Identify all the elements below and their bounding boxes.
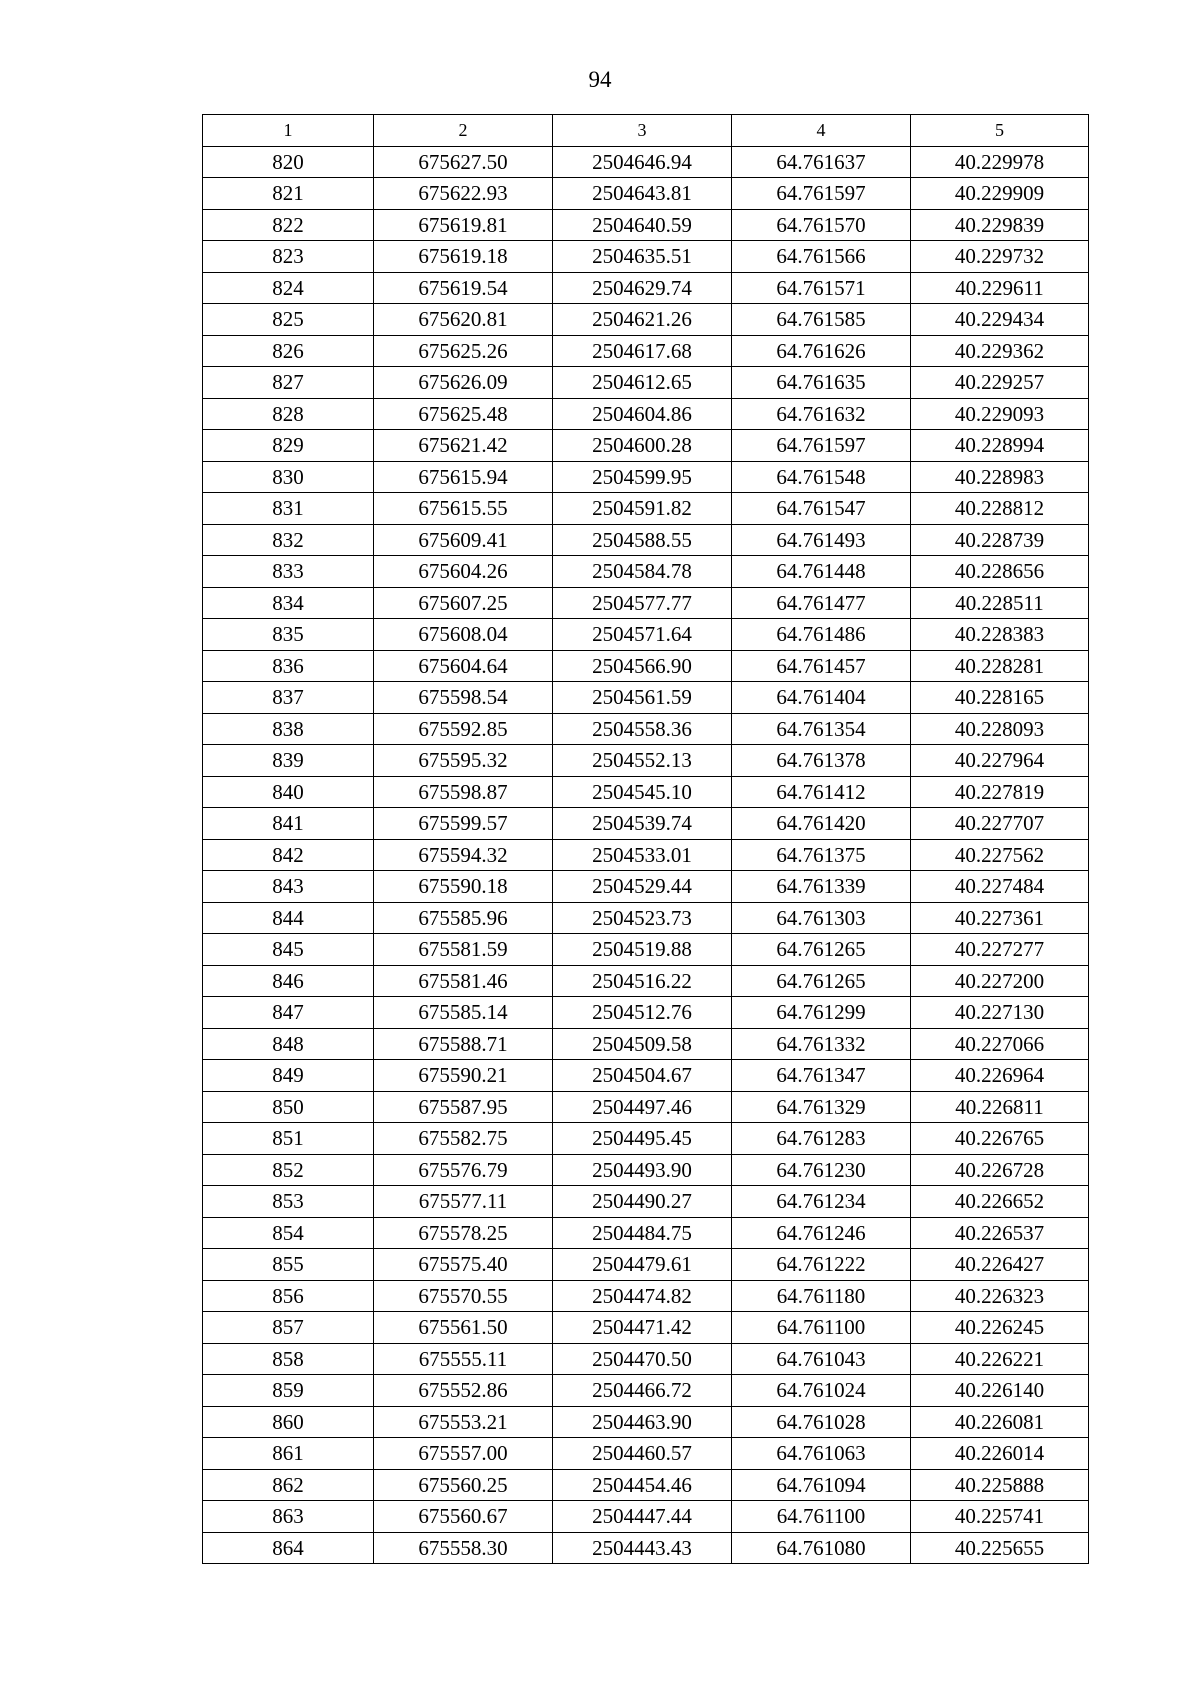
- table-cell-col-4: 64.761378: [732, 745, 911, 777]
- table-cell-col-2: 675599.57: [374, 808, 553, 840]
- table-cell-col-3: 2504646.94: [553, 146, 732, 178]
- table-cell-col-2: 675577.11: [374, 1186, 553, 1218]
- table-cell-col-4: 64.761570: [732, 209, 911, 241]
- table-cell-col-1: 857: [203, 1312, 374, 1344]
- table-cell-col-5: 40.225888: [911, 1469, 1089, 1501]
- table-cell-col-3: 2504466.72: [553, 1375, 732, 1407]
- table-cell-col-4: 64.761094: [732, 1469, 911, 1501]
- table-cell-col-1: 864: [203, 1532, 374, 1564]
- table-cell-col-1: 828: [203, 398, 374, 430]
- table-cell-col-3: 2504504.67: [553, 1060, 732, 1092]
- table-cell-col-4: 64.761299: [732, 997, 911, 1029]
- table-cell-col-5: 40.227066: [911, 1028, 1089, 1060]
- table-row: [203, 1280, 1089, 1312]
- table-cell-col-4: 64.761597: [732, 178, 911, 210]
- table-cell-col-5: 40.229732: [911, 241, 1089, 273]
- table-cell-col-1: 845: [203, 934, 374, 966]
- table-cell-col-5: 40.228281: [911, 650, 1089, 682]
- table-body: [203, 146, 1089, 1564]
- table-cell-col-2: 675595.32: [374, 745, 553, 777]
- table-row: [203, 304, 1089, 336]
- table-cell-col-5: 40.229093: [911, 398, 1089, 430]
- table-cell-col-3: 2504454.46: [553, 1469, 732, 1501]
- table-cell-col-5: 40.227361: [911, 902, 1089, 934]
- table-cell-col-3: 2504612.65: [553, 367, 732, 399]
- table-cell-col-2: 675561.50: [374, 1312, 553, 1344]
- table-cell-col-3: 2504621.26: [553, 304, 732, 336]
- table-cell-col-1: 850: [203, 1091, 374, 1123]
- table-cell-col-4: 64.761265: [732, 965, 911, 997]
- table-cell-col-4: 64.761222: [732, 1249, 911, 1281]
- table-cell-col-1: 849: [203, 1060, 374, 1092]
- table-cell-col-1: 824: [203, 272, 374, 304]
- table-cell-col-2: 675576.79: [374, 1154, 553, 1186]
- table-row: [203, 619, 1089, 651]
- table-cell-col-1: 841: [203, 808, 374, 840]
- table-cell-col-3: 2504447.44: [553, 1501, 732, 1533]
- table-cell-col-4: 64.761597: [732, 430, 911, 462]
- table-cell-col-1: 851: [203, 1123, 374, 1155]
- table-cell-col-4: 64.761635: [732, 367, 911, 399]
- table-cell-col-1: 853: [203, 1186, 374, 1218]
- table-cell-col-2: 675581.59: [374, 934, 553, 966]
- table-cell-col-3: 2504617.68: [553, 335, 732, 367]
- table-cell-col-3: 2504604.86: [553, 398, 732, 430]
- table-cell-col-2: 675619.18: [374, 241, 553, 273]
- table-cell-col-3: 2504539.74: [553, 808, 732, 840]
- table-cell-col-3: 2504566.90: [553, 650, 732, 682]
- table-cell-col-2: 675558.30: [374, 1532, 553, 1564]
- table-row: [203, 556, 1089, 588]
- table-cell-col-5: 40.228383: [911, 619, 1089, 651]
- table-cell-col-3: 2504529.44: [553, 871, 732, 903]
- table-cell-col-4: 64.761477: [732, 587, 911, 619]
- table-cell-col-4: 64.761493: [732, 524, 911, 556]
- table-cell-col-5: 40.228165: [911, 682, 1089, 714]
- table-cell-col-4: 64.761566: [732, 241, 911, 273]
- table-row: [203, 1249, 1089, 1281]
- table-cell-col-1: 822: [203, 209, 374, 241]
- table-row: [203, 178, 1089, 210]
- table-row: [203, 1091, 1089, 1123]
- table-cell-col-3: 2504470.50: [553, 1343, 732, 1375]
- table-row: [203, 713, 1089, 745]
- table-cell-col-4: 64.761043: [732, 1343, 911, 1375]
- table-cell-col-3: 2504545.10: [553, 776, 732, 808]
- table-cell-col-1: 827: [203, 367, 374, 399]
- table-cell-col-4: 64.761448: [732, 556, 911, 588]
- table-cell-col-1: 863: [203, 1501, 374, 1533]
- table-row: [203, 461, 1089, 493]
- table-cell-col-2: 675557.00: [374, 1438, 553, 1470]
- table-row: [203, 1186, 1089, 1218]
- table-cell-col-2: 675587.95: [374, 1091, 553, 1123]
- table-cell-col-2: 675578.25: [374, 1217, 553, 1249]
- table-cell-col-4: 64.761354: [732, 713, 911, 745]
- table-cell-col-5: 40.229611: [911, 272, 1089, 304]
- table-cell-col-1: 823: [203, 241, 374, 273]
- table-cell-col-2: 675552.86: [374, 1375, 553, 1407]
- table-row: [203, 367, 1089, 399]
- table-row: [203, 1312, 1089, 1344]
- table-cell-col-5: 40.226811: [911, 1091, 1089, 1123]
- table-cell-col-3: 2504490.27: [553, 1186, 732, 1218]
- column-header-2: 2: [374, 115, 553, 147]
- table-cell-col-3: 2504463.90: [553, 1406, 732, 1438]
- table-cell-col-3: 2504484.75: [553, 1217, 732, 1249]
- table-cell-col-1: 840: [203, 776, 374, 808]
- table-cell-col-5: 40.229434: [911, 304, 1089, 336]
- table-row: [203, 1154, 1089, 1186]
- table-cell-col-4: 64.761486: [732, 619, 911, 651]
- table-row: [203, 493, 1089, 525]
- table-cell-col-2: 675615.55: [374, 493, 553, 525]
- table-cell-col-1: 835: [203, 619, 374, 651]
- table-cell-col-3: 2504512.76: [553, 997, 732, 1029]
- table-cell-col-4: 64.761246: [732, 1217, 911, 1249]
- table-cell-col-5: 40.227707: [911, 808, 1089, 840]
- header-row: [203, 115, 1089, 147]
- table-cell-col-1: 846: [203, 965, 374, 997]
- table-row: [203, 1217, 1089, 1249]
- table-row: [203, 1532, 1089, 1564]
- table-cell-col-3: 2504493.90: [553, 1154, 732, 1186]
- table-cell-col-2: 675609.41: [374, 524, 553, 556]
- table-cell-col-3: 2504600.28: [553, 430, 732, 462]
- table-cell-col-1: 861: [203, 1438, 374, 1470]
- table-row: [203, 650, 1089, 682]
- table-cell-col-1: 838: [203, 713, 374, 745]
- table-cell-col-3: 2504599.95: [553, 461, 732, 493]
- table-cell-col-2: 675615.94: [374, 461, 553, 493]
- table-row: [203, 682, 1089, 714]
- table-cell-col-4: 64.761234: [732, 1186, 911, 1218]
- page-number: 94: [588, 67, 612, 92]
- table-cell-col-4: 64.761100: [732, 1501, 911, 1533]
- table-cell-col-3: 2504558.36: [553, 713, 732, 745]
- table-row: [203, 871, 1089, 903]
- table-cell-col-2: 675581.46: [374, 965, 553, 997]
- table-cell-col-5: 40.227130: [911, 997, 1089, 1029]
- table-cell-col-3: 2504640.59: [553, 209, 732, 241]
- table-cell-col-5: 40.226140: [911, 1375, 1089, 1407]
- table-cell-col-1: 847: [203, 997, 374, 1029]
- table-cell-col-5: 40.225741: [911, 1501, 1089, 1533]
- table-row: [203, 1406, 1089, 1438]
- table-cell-col-2: 675598.87: [374, 776, 553, 808]
- table-cell-col-2: 675588.71: [374, 1028, 553, 1060]
- table-cell-col-2: 675620.81: [374, 304, 553, 336]
- table-cell-col-3: 2504643.81: [553, 178, 732, 210]
- table-cell-col-5: 40.226323: [911, 1280, 1089, 1312]
- table-cell-col-2: 675590.18: [374, 871, 553, 903]
- table-cell-col-4: 64.761547: [732, 493, 911, 525]
- table-cell-col-5: 40.228656: [911, 556, 1089, 588]
- table-cell-col-3: 2504523.73: [553, 902, 732, 934]
- column-header-4: 4: [732, 115, 911, 147]
- table-cell-col-2: 675598.54: [374, 682, 553, 714]
- table-cell-col-4: 64.761028: [732, 1406, 911, 1438]
- table-row: [203, 146, 1089, 178]
- table-cell-col-3: 2504479.61: [553, 1249, 732, 1281]
- table-cell-col-4: 64.761100: [732, 1312, 911, 1344]
- table-cell-col-4: 64.761347: [732, 1060, 911, 1092]
- table-cell-col-2: 675575.40: [374, 1249, 553, 1281]
- table-row: [203, 241, 1089, 273]
- table-cell-col-1: 836: [203, 650, 374, 682]
- table-cell-col-3: 2504509.58: [553, 1028, 732, 1060]
- table-row: [203, 587, 1089, 619]
- table-cell-col-1: 826: [203, 335, 374, 367]
- table-cell-col-5: 40.226221: [911, 1343, 1089, 1375]
- table-cell-col-5: 40.227277: [911, 934, 1089, 966]
- table-cell-col-5: 40.227562: [911, 839, 1089, 871]
- table-cell-col-5: 40.229978: [911, 146, 1089, 178]
- table-cell-col-2: 675582.75: [374, 1123, 553, 1155]
- table-row: [203, 1501, 1089, 1533]
- table-cell-col-4: 64.761404: [732, 682, 911, 714]
- table-cell-col-3: 2504588.55: [553, 524, 732, 556]
- table-cell-col-2: 675553.21: [374, 1406, 553, 1438]
- table-cell-col-2: 675607.25: [374, 587, 553, 619]
- table-row: [203, 209, 1089, 241]
- table-cell-col-3: 2504629.74: [553, 272, 732, 304]
- table-cell-col-5: 40.228994: [911, 430, 1089, 462]
- table-cell-col-5: 40.229839: [911, 209, 1089, 241]
- table-cell-col-1: 839: [203, 745, 374, 777]
- table-cell-col-4: 64.761626: [732, 335, 911, 367]
- table-cell-col-5: 40.225655: [911, 1532, 1089, 1564]
- table-cell-col-1: 831: [203, 493, 374, 525]
- coordinates-table: [202, 114, 1089, 1564]
- table-cell-col-3: 2504591.82: [553, 493, 732, 525]
- table-cell-col-1: 834: [203, 587, 374, 619]
- table-cell-col-3: 2504635.51: [553, 241, 732, 273]
- table-cell-col-4: 64.761265: [732, 934, 911, 966]
- table-row: [203, 776, 1089, 808]
- table-cell-col-5: 40.226081: [911, 1406, 1089, 1438]
- table-cell-col-5: 40.226964: [911, 1060, 1089, 1092]
- table-cell-col-3: 2504516.22: [553, 965, 732, 997]
- table-row: [203, 1028, 1089, 1060]
- table-cell-col-2: 675590.21: [374, 1060, 553, 1092]
- table-cell-col-5: 40.229257: [911, 367, 1089, 399]
- table-cell-col-3: 2504460.57: [553, 1438, 732, 1470]
- table-cell-col-1: 862: [203, 1469, 374, 1501]
- table-cell-col-2: 675585.96: [374, 902, 553, 934]
- table-cell-col-5: 40.228739: [911, 524, 1089, 556]
- table-cell-col-4: 64.761420: [732, 808, 911, 840]
- table-cell-col-5: 40.226728: [911, 1154, 1089, 1186]
- table-row: [203, 1375, 1089, 1407]
- table-cell-col-2: 675627.50: [374, 146, 553, 178]
- table-cell-col-4: 64.761339: [732, 871, 911, 903]
- table-cell-col-2: 675625.26: [374, 335, 553, 367]
- table-cell-col-5: 40.227819: [911, 776, 1089, 808]
- column-header-3: 3: [553, 115, 732, 147]
- table-cell-col-1: 837: [203, 682, 374, 714]
- table-cell-col-2: 675625.48: [374, 398, 553, 430]
- table-cell-col-3: 2504471.42: [553, 1312, 732, 1344]
- table-cell-col-1: 859: [203, 1375, 374, 1407]
- table-cell-col-5: 40.226427: [911, 1249, 1089, 1281]
- table-cell-col-1: 820: [203, 146, 374, 178]
- table-row: [203, 997, 1089, 1029]
- table-cell-col-2: 675592.85: [374, 713, 553, 745]
- table-cell-col-2: 675594.32: [374, 839, 553, 871]
- table-cell-col-3: 2504519.88: [553, 934, 732, 966]
- table-row: [203, 1343, 1089, 1375]
- table-cell-col-3: 2504474.82: [553, 1280, 732, 1312]
- table-cell-col-2: 675555.11: [374, 1343, 553, 1375]
- table-row: [203, 902, 1089, 934]
- table-cell-col-1: 852: [203, 1154, 374, 1186]
- table-cell-col-5: 40.228812: [911, 493, 1089, 525]
- table-cell-col-5: 40.228093: [911, 713, 1089, 745]
- table-cell-col-2: 675626.09: [374, 367, 553, 399]
- table-cell-col-2: 675619.81: [374, 209, 553, 241]
- table-cell-col-4: 64.761548: [732, 461, 911, 493]
- table-cell-col-5: 40.227484: [911, 871, 1089, 903]
- table-cell-col-4: 64.761230: [732, 1154, 911, 1186]
- table-cell-col-1: 825: [203, 304, 374, 336]
- table-cell-col-4: 64.761375: [732, 839, 911, 871]
- table-cell-col-2: 675621.42: [374, 430, 553, 462]
- table-cell-col-5: 40.226014: [911, 1438, 1089, 1470]
- table-cell-col-1: 830: [203, 461, 374, 493]
- table-cell-col-2: 675560.67: [374, 1501, 553, 1533]
- table-cell-col-4: 64.761303: [732, 902, 911, 934]
- table-cell-col-5: 40.226765: [911, 1123, 1089, 1155]
- table-cell-col-3: 2504443.43: [553, 1532, 732, 1564]
- table-cell-col-1: 844: [203, 902, 374, 934]
- table-cell-col-5: 40.226245: [911, 1312, 1089, 1344]
- table-cell-col-2: 675585.14: [374, 997, 553, 1029]
- table-cell-col-5: 40.227200: [911, 965, 1089, 997]
- table-cell-col-5: 40.228983: [911, 461, 1089, 493]
- table-cell-col-4: 64.761024: [732, 1375, 911, 1407]
- table-cell-col-2: 675604.26: [374, 556, 553, 588]
- table-cell-col-3: 2504571.64: [553, 619, 732, 651]
- table-cell-col-4: 64.761585: [732, 304, 911, 336]
- table-row: [203, 524, 1089, 556]
- table-cell-col-1: 832: [203, 524, 374, 556]
- column-header-1: 1: [203, 115, 374, 147]
- table-cell-col-5: 40.229909: [911, 178, 1089, 210]
- table-cell-col-4: 64.761571: [732, 272, 911, 304]
- table-cell-col-3: 2504577.77: [553, 587, 732, 619]
- table-cell-col-1: 848: [203, 1028, 374, 1060]
- table-cell-col-5: 40.226537: [911, 1217, 1089, 1249]
- table-row: [203, 1438, 1089, 1470]
- table-cell-col-3: 2504497.46: [553, 1091, 732, 1123]
- table-cell-col-4: 64.761457: [732, 650, 911, 682]
- table-cell-col-5: 40.229362: [911, 335, 1089, 367]
- table-cell-col-3: 2504552.13: [553, 745, 732, 777]
- table-row: [203, 808, 1089, 840]
- table-cell-col-1: 855: [203, 1249, 374, 1281]
- table-cell-col-1: 842: [203, 839, 374, 871]
- table-row: [203, 398, 1089, 430]
- table-cell-col-4: 64.761332: [732, 1028, 911, 1060]
- table-header: [203, 115, 1089, 147]
- table-cell-col-5: 40.227964: [911, 745, 1089, 777]
- table-row: [203, 965, 1089, 997]
- table-cell-col-1: 833: [203, 556, 374, 588]
- table-cell-col-4: 64.761180: [732, 1280, 911, 1312]
- table-cell-col-2: 675604.64: [374, 650, 553, 682]
- table-cell-col-1: 860: [203, 1406, 374, 1438]
- table-cell-col-1: 843: [203, 871, 374, 903]
- table-cell-col-4: 64.761063: [732, 1438, 911, 1470]
- table-cell-col-1: 854: [203, 1217, 374, 1249]
- table-cell-col-4: 64.761412: [732, 776, 911, 808]
- table-cell-col-2: 675570.55: [374, 1280, 553, 1312]
- table-row: [203, 934, 1089, 966]
- table-cell-col-4: 64.761080: [732, 1532, 911, 1564]
- table-cell-col-3: 2504584.78: [553, 556, 732, 588]
- table-cell-col-2: 675622.93: [374, 178, 553, 210]
- table-cell-col-4: 64.761632: [732, 398, 911, 430]
- table-cell-col-2: 675619.54: [374, 272, 553, 304]
- table-cell-col-1: 858: [203, 1343, 374, 1375]
- table-row: [203, 1123, 1089, 1155]
- table-cell-col-1: 856: [203, 1280, 374, 1312]
- column-header-5: 5: [911, 115, 1089, 147]
- table-cell-col-3: 2504495.45: [553, 1123, 732, 1155]
- table-cell-col-4: 64.761283: [732, 1123, 911, 1155]
- table-cell-col-2: 675560.25: [374, 1469, 553, 1501]
- table-cell-col-5: 40.228511: [911, 587, 1089, 619]
- table-row: [203, 1469, 1089, 1501]
- table-row: [203, 839, 1089, 871]
- table-cell-col-2: 675608.04: [374, 619, 553, 651]
- table-cell-col-1: 821: [203, 178, 374, 210]
- table-row: [203, 430, 1089, 462]
- table-row: [203, 272, 1089, 304]
- table-cell-col-4: 64.761329: [732, 1091, 911, 1123]
- table-cell-col-4: 64.761637: [732, 146, 911, 178]
- table-cell-col-5: 40.226652: [911, 1186, 1089, 1218]
- table-cell-col-3: 2504561.59: [553, 682, 732, 714]
- table-row: [203, 335, 1089, 367]
- table-cell-col-1: 829: [203, 430, 374, 462]
- table-row: [203, 745, 1089, 777]
- table-row: [203, 1060, 1089, 1092]
- table-cell-col-3: 2504533.01: [553, 839, 732, 871]
